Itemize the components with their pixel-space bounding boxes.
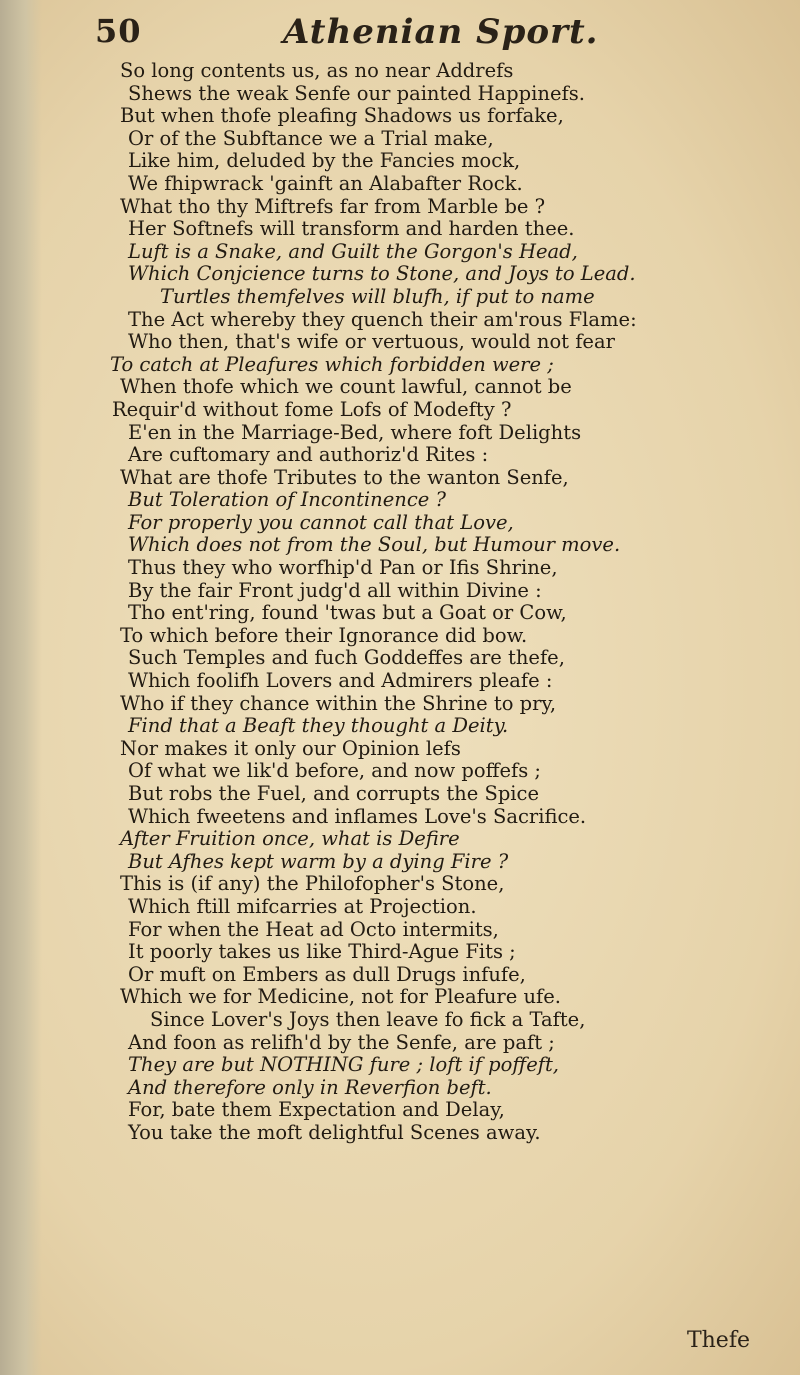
poem-line: But when thofe pleafing Shadows us forfake, <box>120 104 564 128</box>
poem-line: Of what we lik'd before, and now poffefs ; <box>128 759 541 783</box>
poem-line: Tho ent'ring, found 'twas but a Goat or Cow, <box>128 601 567 625</box>
poem-line: Which foolifh Lovers and Admirers pleafe : <box>128 669 553 693</box>
poem-line: But Toleration of Incontinence ? <box>128 488 446 512</box>
poem-line: Or muft on Embers as dull Drugs infufe, <box>128 962 526 986</box>
poem-line: Luft is a Snake, and Guilt the Gorgon's Head, <box>128 239 578 263</box>
poem-line: Or of the Subftance we a Trial make, <box>128 126 494 150</box>
page-header <box>95 12 740 56</box>
poem-line: What tho thy Miftrefs far from Marble be ? <box>120 194 546 218</box>
poem-line: What are thofe Tributes to the wanton Senfe, <box>120 465 569 489</box>
poem-line: For properly you cannot call that Love, <box>128 510 514 534</box>
poem-line: Are cuftomary and authoriz'd Rites : <box>128 443 489 467</box>
poem-line: Such Temples and fuch Goddeffes are thefe, <box>128 646 565 670</box>
poem-line: And therefore only in Reverfion beft. <box>128 1075 492 1099</box>
poem-line: It poorly takes us like Third-Ague Fits ; <box>128 940 516 964</box>
poem-line: Who if they chance within the Shrine to pry, <box>120 691 557 715</box>
page-edge-shadow <box>0 0 42 1375</box>
poem-line: Who then, that's wife or vertuous, would not fear <box>128 330 615 354</box>
poem-line: Which Conjcience turns to Stone, and Joys to Lead. <box>128 262 636 286</box>
poem-line: We fhipwrack 'gainft an Alabafter Rock. <box>128 171 523 195</box>
poem-line: Which does not from the Soul, but Humour move. <box>128 533 621 557</box>
poem-line: And foon as relifh'd by the Senfe, are paft ; <box>128 1030 555 1054</box>
poem-line: But Afhes kept warm by a dying Fire ? <box>128 849 509 873</box>
poem-line: You take the moft delightful Scenes away. <box>128 1120 541 1144</box>
poem-line: So long contents us, as no near Addrefs <box>120 59 514 82</box>
poem-line: Which we for Medicine, not for Pleafure ufe. <box>120 985 561 1009</box>
poem-line: Since Lover's Joys then leave fo fick a Tafte, <box>150 1007 586 1031</box>
page-number: 50 <box>95 12 142 50</box>
poem-text <box>110 60 760 1145</box>
poem-line: When thofe which we count lawful, cannot be <box>120 375 572 399</box>
poem-line: E'en in the Marriage-Bed, where foft Delights <box>128 420 582 444</box>
poem-line: After Fruition once, what is Defire <box>120 827 460 851</box>
catchword: Thefe <box>686 1328 750 1353</box>
poem-line: Requir'd without fome Lofs of Modefty ? <box>112 397 512 421</box>
poem-line: They are but NOTHING fure ; loft if poffeft, <box>128 1053 559 1077</box>
poem-line: To which before their Ignorance did bow. <box>120 623 528 647</box>
poem-line: Find that a Beaft they thought a Deity. <box>128 714 509 738</box>
poem-line: This is (if any) the Philofopher's Stone, <box>120 872 505 896</box>
poem-line: For, bate them Expectation and Delay, <box>128 1098 505 1122</box>
poem-line: But robs the Fuel, and corrupts the Spice <box>128 782 539 805</box>
poem-line: By the fair Front judg'd all within Divine : <box>128 578 542 602</box>
poem-line: For when the Heat ad Octo intermits, <box>128 917 499 941</box>
poem-line: Thus they who worfhip'd Pan or Ifis Shrine, <box>128 556 558 580</box>
poem-line: Turtles themfelves will blufh, if put to name <box>160 284 595 308</box>
poem-line: Her Softnefs will transform and harden thee. <box>128 217 575 241</box>
poem-line: Shews the weak Senfe our painted Happinefs. <box>128 81 585 105</box>
poem-line: Which fweetens and inflames Love's Sacrifice. <box>128 804 587 828</box>
poem-line: The Act whereby they quench their am'rous Flame: <box>128 307 637 331</box>
poem-line: Nor makes it only our Opinion lefs <box>120 736 461 760</box>
running-head: Athenian Sport. <box>283 12 599 52</box>
poem-line: Which ftill mifcarries at Projection. <box>128 894 477 918</box>
poem-line: To catch at Pleafures which forbidden were ; <box>110 352 554 376</box>
poem-line: Like him, deluded by the Fancies mock, <box>128 149 521 173</box>
